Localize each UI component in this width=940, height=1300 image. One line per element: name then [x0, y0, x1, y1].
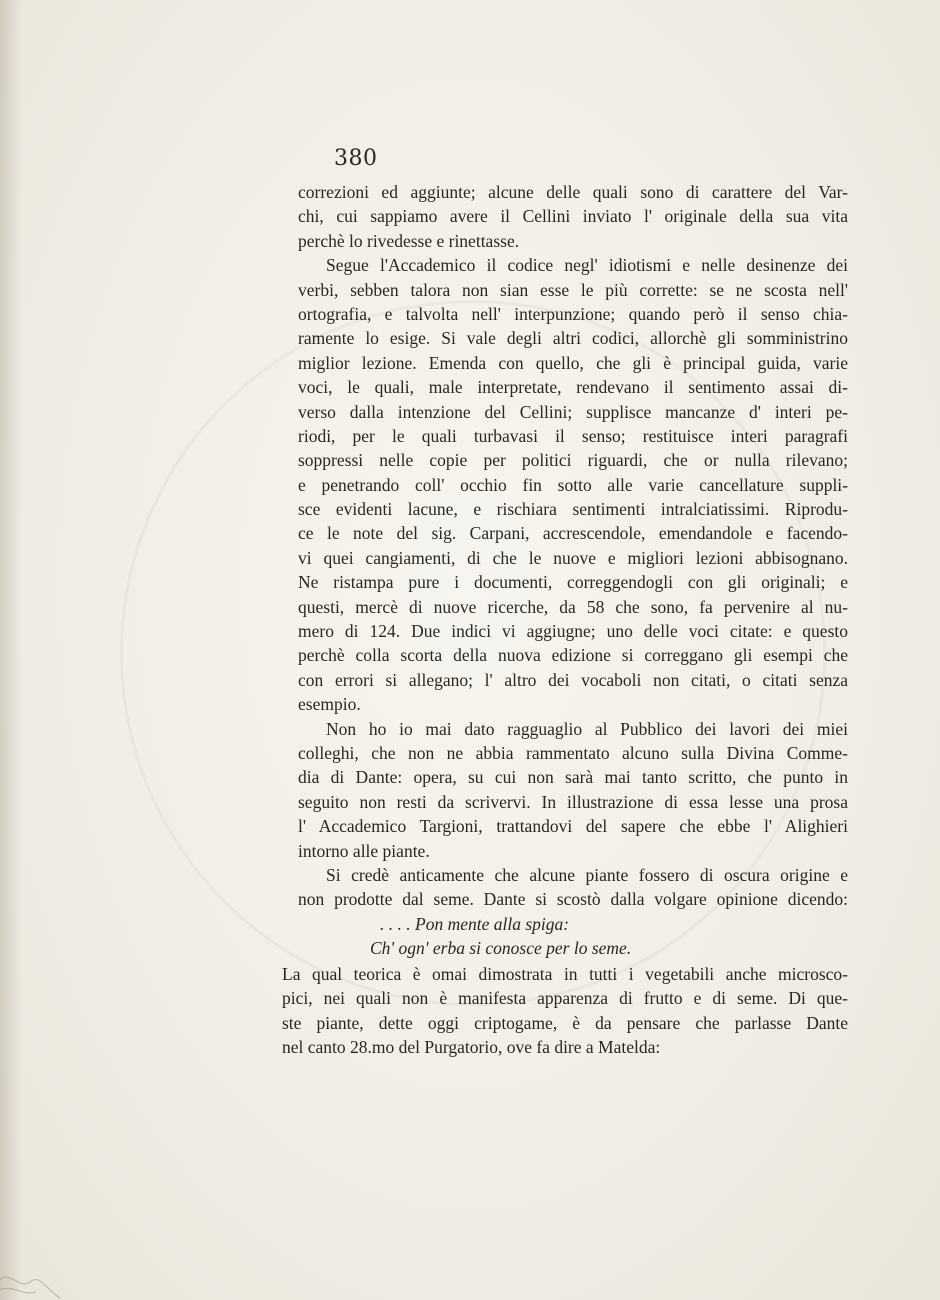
text-line: perchè colla scorta della nuova edizione si correggano gli esempi che [298, 645, 848, 666]
text-line: non prodotte dal seme. Dante si scostò dalla volgare opinione dicendo: [298, 889, 848, 910]
text-line: mero di 124. Due indici vi aggiugne; uno delle voci citate: e questo [298, 621, 848, 642]
text-line: seguito non resti da scrivervi. In illustrazione di essa lesse una prosa [298, 791, 848, 812]
text-line: Non ho io mai dato ragguaglio al Pubblico dei lavori dei miei [326, 718, 848, 739]
text-line: ste piante, dette oggi criptogame, è da pensare che parlasse Dante [282, 1012, 848, 1033]
text-line: intorno alle piante. [298, 840, 430, 861]
verse-line: . . . . Pon mente alla spiga: [380, 913, 570, 934]
text-line: Segue l'Accademico il codice negl' idiotismi e nelle desinenze dei [326, 255, 848, 276]
text-line: colleghi, che non ne abbia rammentato alcuno sulla Divina Comme- [298, 742, 848, 763]
body-text [298, 180, 848, 961]
text-line: voci, le quali, male interpretate, rendevano il sentimento assai di- [298, 377, 848, 398]
text-line: Ne ristampa pure i documenti, correggendogli con gli originali; e [298, 572, 848, 593]
text-line: nel canto 28.mo del Purgatorio, ove fa dire a Matelda: [282, 1037, 661, 1058]
text-line: pici, nei quali non è manifesta apparenza di frutto e di seme. Di que- [282, 988, 848, 1009]
text-line: vi quei cangiamenti, di che le nuove e migliori lezioni abbisognano. [298, 547, 848, 568]
text-line: Si credè anticamente che alcune piante fossero di oscura origine e [326, 864, 848, 885]
verse-line: Ch' ogn' erba si conosce per lo seme. [370, 938, 632, 959]
text-line: chi, cui sappiamo avere il Cellini inviato l' originale della sua vita [298, 206, 848, 227]
text-line: e penetrando coll' occhio fin sotto alle varie cancellature suppli- [298, 474, 848, 495]
text-line: questi, mercè di nuove ricerche, da 58 che sono, fa pervenire al nu- [298, 596, 848, 617]
text-line: ortografia, e talvolta nell' interpunzione; quando però il senso chia- [298, 303, 848, 324]
text-line: verbi, sebben talora non sian esse le più corrette: se ne scosta nell' [298, 279, 848, 300]
text-line: l' Accademico Targioni, trattandovi del sapere che ebbe l' Alighieri [298, 816, 848, 837]
text-line: riodi, per le quali turbavasi il senso; restituisce interi paragrafi [298, 425, 848, 446]
text-line: miglior lezione. Emenda con quello, che gli è principal guida, varie [298, 352, 848, 373]
text-line: perchè lo rivedesse e rinettasse. [298, 230, 520, 251]
text-line: ramente lo esige. Si vale degli altri codici, allorchè gli somministrino [298, 328, 848, 349]
page-edge-wear-icon [0, 1240, 60, 1300]
text-line: con errori si allegano; l' altro dei vocaboli non citati, o citati senza [298, 669, 848, 690]
text-line: sce evidenti lacune, e rischiara sentimenti intralciatissimi. Riprodu- [298, 499, 848, 520]
text-line: dia di Dante: opera, su cui non sarà mai tanto scritto, che punto in [298, 767, 848, 788]
text-line: soppressi nelle copie per politici riguardi, che or nulla rilevano; [298, 450, 848, 471]
text-line: verso dalla intenzione del Cellini; supplisce mancanze d' interi pe- [298, 401, 848, 422]
text-line: correzioni ed aggiunte; alcune delle quali sono di carattere del Var- [298, 182, 848, 202]
text-line: La qual teorica è omai dimostrata in tutti i vegetabili anche microsco- [282, 964, 848, 984]
text-line: esempio. [298, 694, 361, 715]
page-number: 380 [334, 146, 378, 171]
text-line: ce le note del sig. Carpani, accrescendole, emendandole e facendo- [298, 523, 848, 544]
closing-paragraph [282, 962, 848, 1060]
